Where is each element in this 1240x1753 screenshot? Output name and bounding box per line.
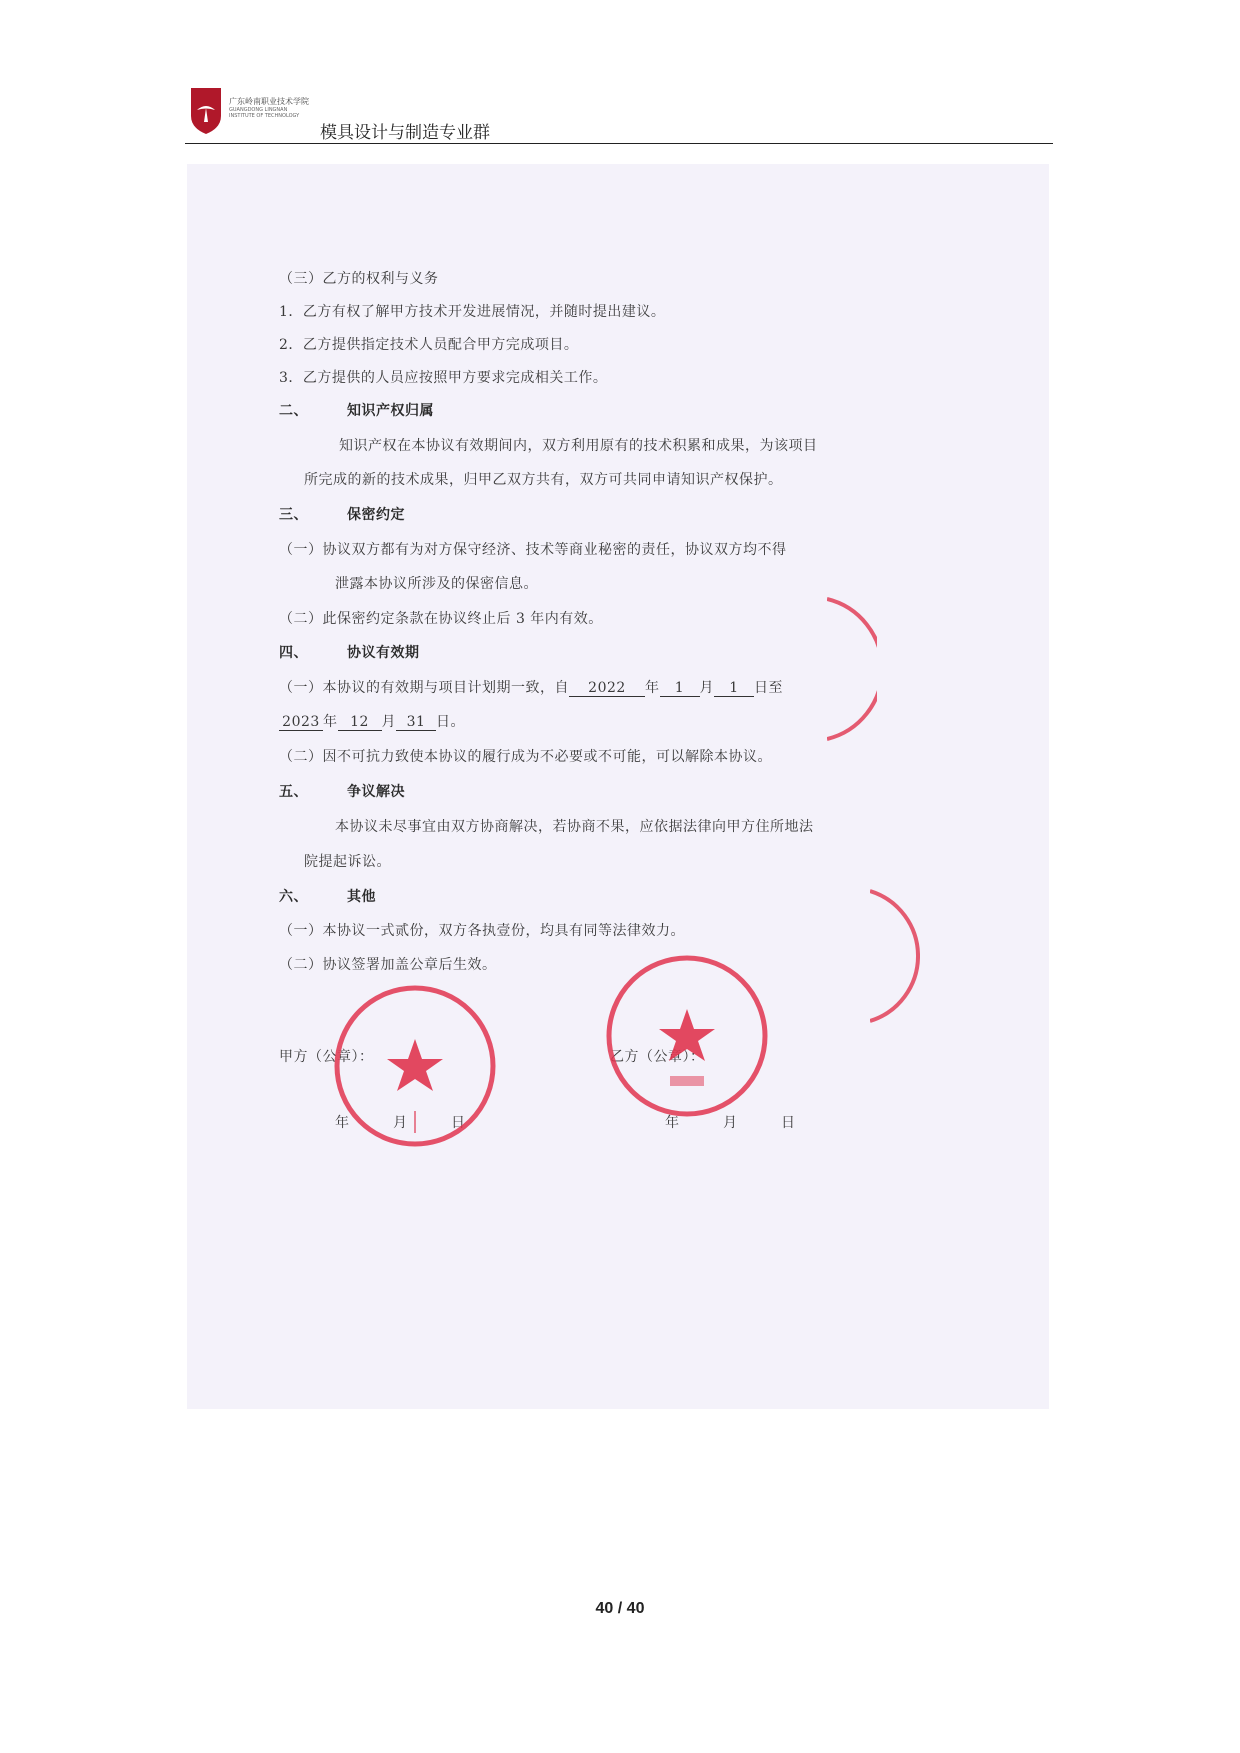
text-line: 1．乙方有权了解甲方技术开发进展情况，并随时提出建议。 bbox=[279, 304, 666, 320]
text-line: 知识产权在本协议有效期间内，双方利用原有的技术积累和成果，为该项目 bbox=[339, 438, 818, 454]
section-number: 五、 bbox=[279, 784, 308, 800]
text-line: （二）协议签署加盖公章后生效。 bbox=[279, 957, 497, 973]
text-line: 泄露本协议所涉及的保密信息。 bbox=[335, 576, 538, 592]
section-number: 三、 bbox=[279, 507, 308, 523]
edge-seal-partial bbox=[870, 886, 920, 1026]
text-line: 3．乙方提供的人员应按照甲方要求完成相关工作。 bbox=[279, 370, 608, 386]
section-number: 六、 bbox=[279, 889, 308, 905]
party-a-date: 年 月 日 bbox=[335, 1115, 466, 1131]
text-line: （二）此保密约定条款在协议终止后 3 年内有效。 bbox=[279, 611, 603, 627]
text-line: （二）因不可抗力致使本协议的履行成为不必要或不可能，可以解除本协议。 bbox=[279, 749, 772, 765]
validity-line: 2023 年 12 月 31 日。 bbox=[279, 711, 465, 731]
start-year: 2022 bbox=[569, 680, 645, 697]
section-heading: 保密约定 bbox=[347, 507, 405, 523]
page-header bbox=[185, 88, 1053, 144]
section-heading: 协议有效期 bbox=[347, 645, 420, 661]
edge-seal-partial bbox=[827, 594, 877, 744]
section-heading: 其他 bbox=[347, 889, 376, 905]
text-line: 院提起诉讼。 bbox=[304, 854, 391, 870]
text-line: 所完成的新的技术成果，归甲乙双方共有，双方可共同申请知识产权保护。 bbox=[304, 472, 783, 488]
party-b-date: 年 月 日 bbox=[665, 1115, 796, 1131]
section-heading: （三）乙方的权利与义务 bbox=[279, 271, 439, 287]
text-line: （一）本协议一式贰份，双方各执壹份，均具有同等法律效力。 bbox=[279, 923, 685, 939]
section-number: 二、 bbox=[279, 403, 308, 419]
party-b-seal bbox=[602, 951, 772, 1121]
header-rule bbox=[185, 143, 1053, 144]
department-title: 模具设计与制造专业群 bbox=[320, 123, 490, 143]
scanned-document bbox=[187, 164, 1049, 1409]
school-name-cn: 广东岭南职业技术学院 bbox=[229, 97, 309, 106]
text-line: 本协议未尽事宜由双方协商解决，若协商不果，应依据法律向甲方住所地法 bbox=[335, 819, 814, 835]
page-number: 40 / 40 bbox=[595, 1600, 645, 1617]
school-name-en: GUANGDONG LINGNAN INSTITUTE OF TECHNOLOGY bbox=[229, 107, 300, 119]
start-day: 1 bbox=[714, 680, 754, 697]
text-line: （一）协议双方都有为对方保守经济、技术等商业秘密的责任，协议双方均不得 bbox=[279, 542, 787, 558]
start-month: 1 bbox=[660, 680, 700, 697]
party-a-label: 甲方（公章）： bbox=[279, 1049, 374, 1065]
text-line: 2．乙方提供指定技术人员配合甲方完成项目。 bbox=[279, 337, 579, 353]
school-logo-icon bbox=[191, 88, 221, 134]
section-number: 四、 bbox=[279, 645, 308, 661]
end-day: 31 bbox=[396, 714, 436, 731]
party-b-label: 乙方（公章）： bbox=[610, 1049, 705, 1065]
end-month: 12 bbox=[338, 714, 382, 731]
end-year: 2023 bbox=[279, 714, 323, 731]
section-heading: 争议解决 bbox=[347, 784, 405, 800]
validity-line: （一）本协议的有效期与项目计划期一致，自 2022 年 1 月 1 日至 bbox=[279, 680, 783, 696]
party-a-seal bbox=[330, 981, 500, 1151]
section-heading: 知识产权归属 bbox=[347, 403, 434, 419]
